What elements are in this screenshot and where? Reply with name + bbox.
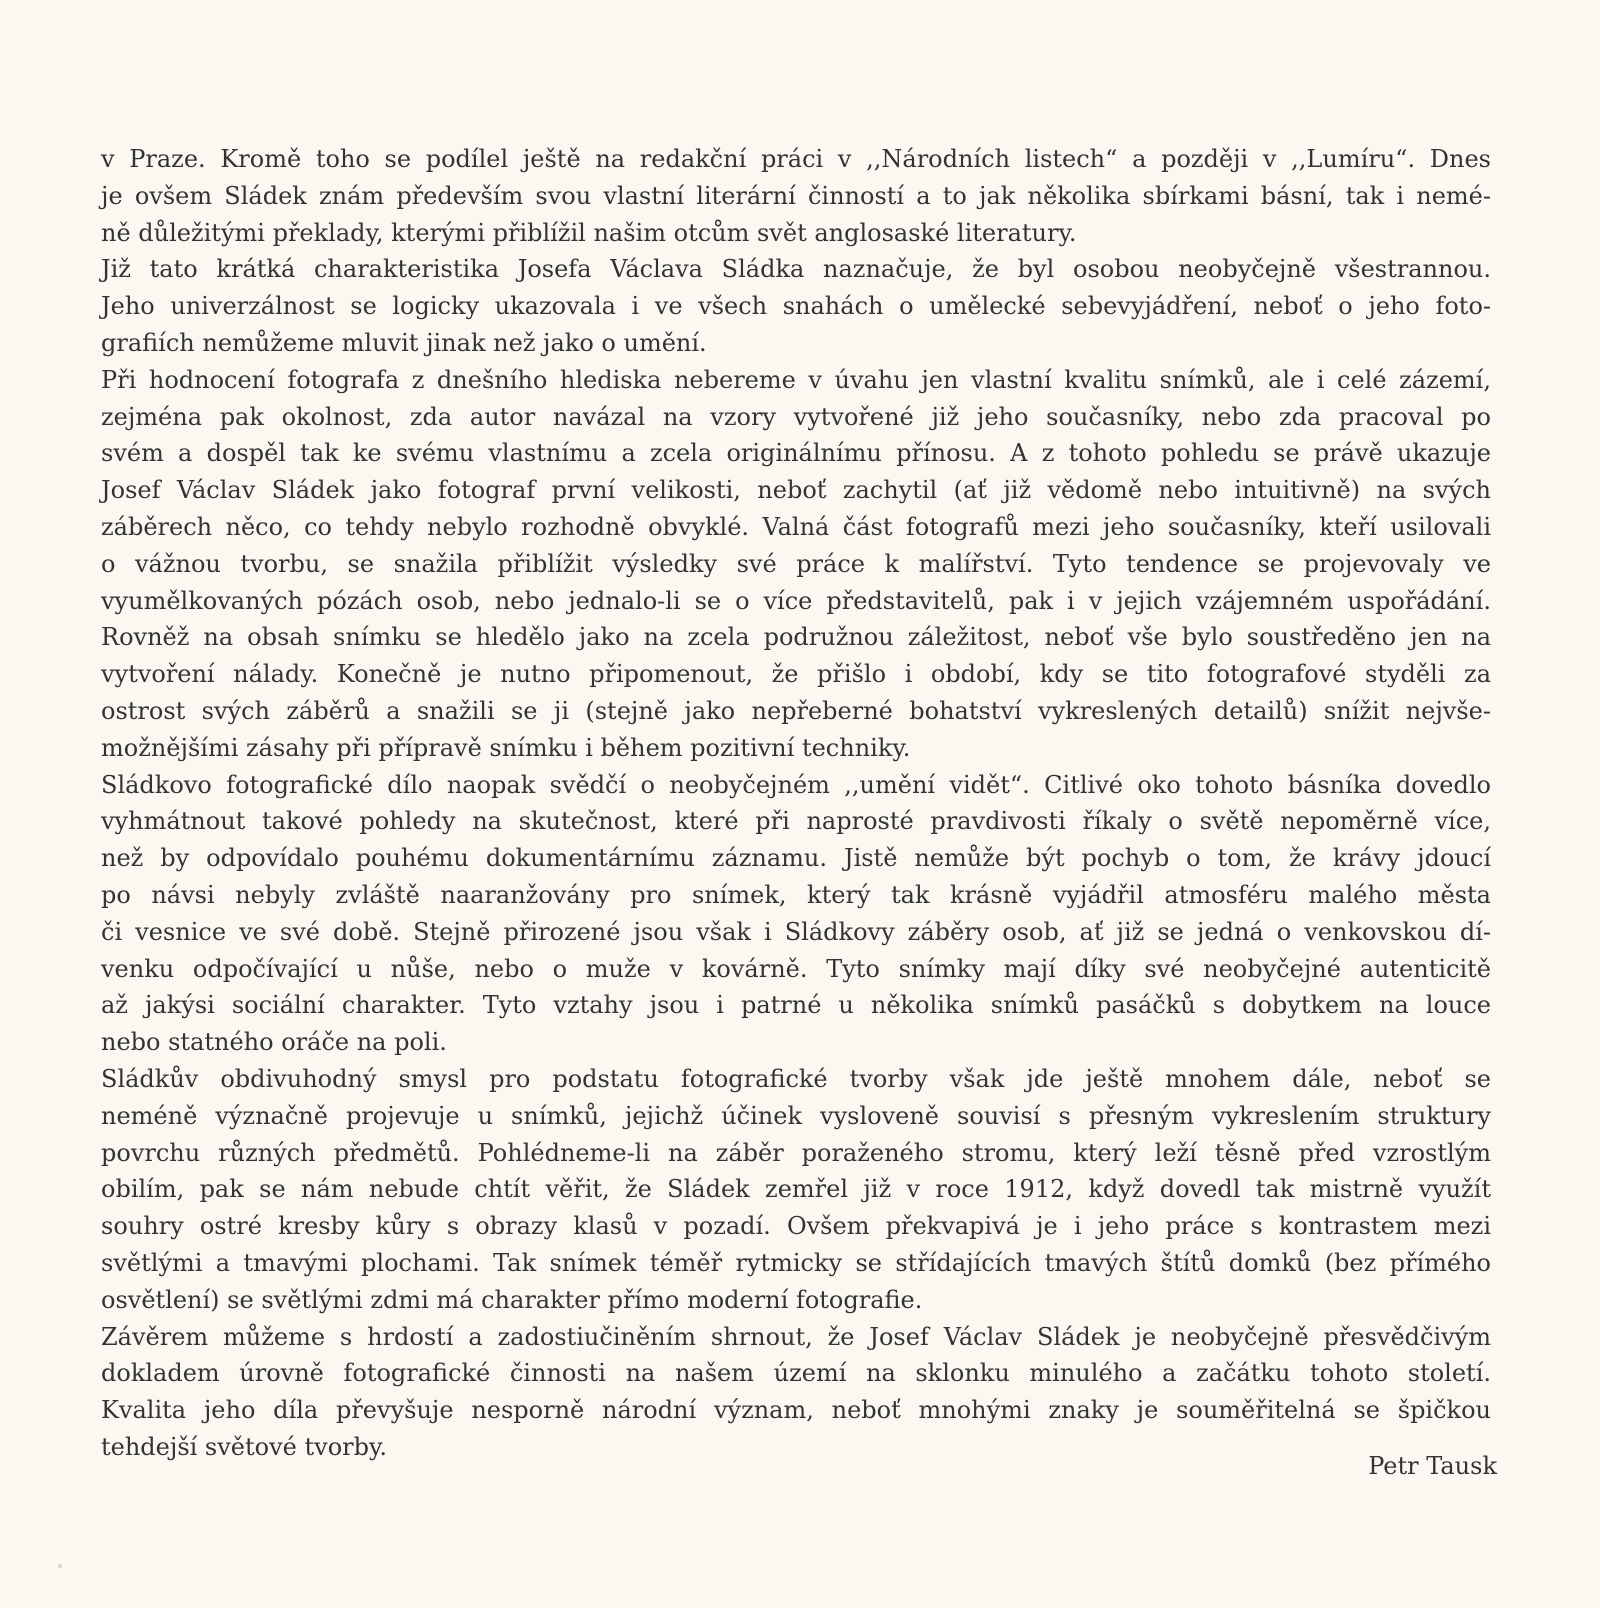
text-line: Kvalita jeho díla převyšuje nesporně národní význam, neboť mnohými znaky je souměřitelná se špičkou xyxy=(101,1396,1491,1425)
text-line: tehdejší světové tvorby. xyxy=(101,1432,387,1461)
text-line: Josef Václav Sládek jako fotograf první velikosti, neboť zachytil (ať již vědomě nebo intuitivně) na svých xyxy=(101,476,1491,505)
paragraph-6 xyxy=(101,1319,1491,1466)
text-line: Již tato krátká charakteristika Josefa Václava Sládka naznačuje, že byl osobou neobyčejně všestrannou. xyxy=(101,255,1491,284)
text-line: dokladem úrovně fotografické činnosti na našem území na sklonku minulého a začátku tohoto století. xyxy=(101,1359,1491,1388)
text-line: neméně význačně projevuje u snímků, jejichž účinek vysloveně souvisí s přesným vykreslením struktury xyxy=(101,1101,1491,1130)
text-line: Sládkův obdivuhodný smysl pro podstatu fotografické tvorby však jde ještě mnohem dále, neboť se xyxy=(101,1064,1491,1093)
paragraph-2 xyxy=(101,251,1491,361)
text-line: Jeho univerzálnost se logicky ukazovala i ve všech snahách o umělecké sebevyjádření, neboť o jeho foto- xyxy=(101,292,1491,321)
text-line: obilím, pak se nám nebude chtít věřit, že Sládek zemřel již v roce 1912, když dovedl tak mistrně využít xyxy=(101,1175,1491,1204)
text-line: v Praze. Kromě toho se podílel ještě na redakční práci v ,,Národních listech“ a později v ,,Lumíru“. Dnes xyxy=(101,145,1491,173)
text-line: svém a dospěl tak ke svému vlastnímu a zcela originálnímu přínosu. A z tohoto pohledu se právě ukazuje xyxy=(101,439,1491,468)
paper-speck xyxy=(58,1564,62,1568)
text-line: až jakýsi sociální charakter. Tyto vztahy jsou i patrné u několika snímků pasáčků s dobytkem na louce xyxy=(101,991,1491,1020)
text-line: Rovněž na obsah snímku se hledělo jako na zcela podružnou záležitost, neboť vše bylo soustředěno jen na xyxy=(101,623,1491,652)
author-signature: Petr Tausk xyxy=(1368,1452,1497,1480)
text-line: záběrech něco, co tehdy nebylo rozhodně obvyklé. Valná část fotografů mezi jeho současníky, kteří usilovali xyxy=(101,512,1491,541)
text-line: světlými a tmavými plochami. Tak snímek téměř rytmicky se střídajících tmavých štítů domků (bez přímého xyxy=(101,1248,1491,1277)
text-line: Sládkovo fotografické dílo naopak svědčí o neobyčejném ,,umění vidět“. Citlivé oko tohoto básníka dovedlo xyxy=(101,770,1491,799)
text-line: vytvoření nálady. Konečně je nutno připomenout, že přišlo i období, kdy se tito fotografové styděli za xyxy=(101,660,1491,689)
text-line: je ovšem Sládek znám především svou vlastní literární činností a to jak několika sbírkami básní, tak i nemé- xyxy=(101,181,1491,210)
text-line: než by odpovídalo pouhému dokumentárnímu záznamu. Jistě nemůže být pochyb o tom, že krávy jdoucí xyxy=(101,844,1491,873)
paragraph-5 xyxy=(101,1061,1491,1319)
text-line: zejména pak okolnost, zda autor navázal na vzory vytvořené již jeho současníky, nebo zda pracoval po xyxy=(101,402,1491,431)
text-line: ně důležitými překlady, kterými přiblížil našim otcům svět anglosaské literatury. xyxy=(101,218,1077,247)
text-line: nebo statného oráče na poli. xyxy=(101,1028,447,1057)
paragraph-3 xyxy=(101,362,1491,767)
text-line: povrchu různých předmětů. Pohlédneme-li na záběr poraženého stromu, který leží těsně před vzrostlým xyxy=(101,1138,1491,1167)
text-line: Při hodnocení fotografa z dnešního hlediska nebereme v úvahu jen vlastní kvalitu snímků, ale i celé zázemí, xyxy=(101,365,1491,394)
paragraph-4 xyxy=(101,767,1491,1061)
text-line: vyhmátnout takové pohledy na skutečnost, které při naprosté pravdivosti říkaly o světě nepoměrně více, xyxy=(101,807,1491,836)
paragraph-1 xyxy=(101,141,1491,251)
text-line: ostrost svých záběrů a snažili se ji (stejně jako nepřeberné bohatství vykreslených detailů) snížit nejvše- xyxy=(101,696,1491,725)
article-body xyxy=(101,141,1491,1466)
text-line: vyumělkovaných pózách osob, nebo jednalo-li se o více představitelů, pak i v jejich vzájemném uspořádání. xyxy=(101,586,1491,615)
text-line: osvětlení) se světlými zdmi má charakter přímo moderní fotografie. xyxy=(101,1285,923,1314)
text-line: souhry ostré kresby kůry s obrazy klasů v pozadí. Ovšem překvapivá je i jeho práce s kontrastem mezi xyxy=(101,1212,1491,1241)
text-line: grafiích nemůžeme mluvit jinak než jako o umění. xyxy=(101,328,707,357)
text-line: po návsi nebyly zvláště naaranžovány pro snímek, který tak krásně vyjádřil atmosféru malého města xyxy=(101,880,1491,909)
text-line: možnějšími zásahy při přípravě snímku i během pozitivní techniky. xyxy=(101,733,911,762)
text-line: o vážnou tvorbu, se snažila přiblížit výsledky své práce k malířství. Tyto tendence se projevovaly ve xyxy=(101,549,1491,578)
text-line: Závěrem můžeme s hrdostí a zadostiučiněním shrnout, že Josef Václav Sládek je neobyčejně přesvědčivým xyxy=(101,1322,1491,1351)
text-line: venku odpočívající u nůše, nebo o muže v kovárně. Tyto snímky mají díky své neobyčejné autenticitě xyxy=(101,954,1491,983)
text-line: či vesnice ve své době. Stejně přirozené jsou však i Sládkovy záběry osob, ať již se jedná o venkovskou dí- xyxy=(101,917,1491,946)
